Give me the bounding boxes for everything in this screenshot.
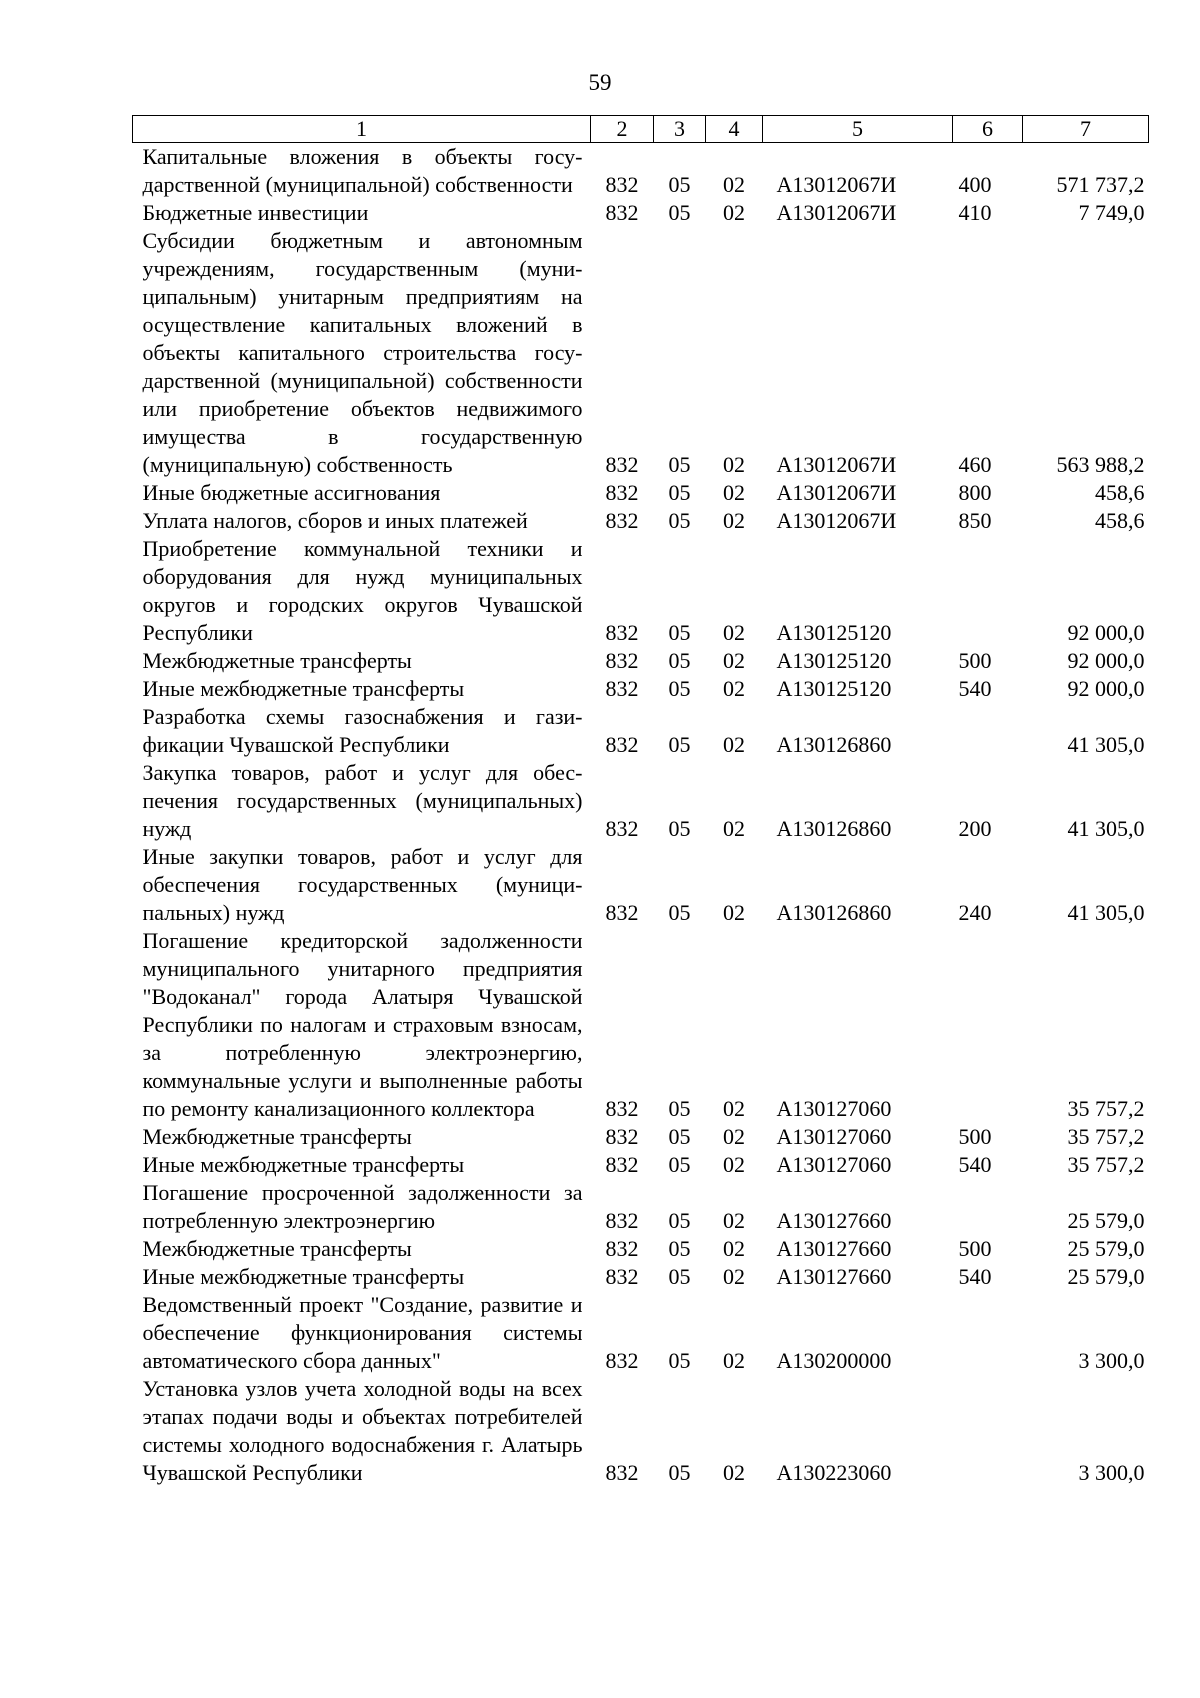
row-section: 05 [668, 480, 691, 505]
row-name: Иные межбюджетные трансферты [142, 676, 465, 701]
row-subsection: 02 [723, 1460, 745, 1485]
row-amount: 458,6 [1095, 480, 1145, 505]
row-section: 05 [668, 620, 691, 645]
table-row [133, 1151, 1149, 1179]
row-subsection: 02 [723, 732, 745, 757]
row-expense-type [953, 1179, 1023, 1235]
table-row [133, 479, 1149, 507]
row-expense-type: 460 [958, 452, 992, 477]
row-ministry-code: 832 [605, 1208, 639, 1233]
row-amount: 563 988,2 [1056, 452, 1145, 477]
table-row [133, 507, 1149, 535]
row-ministry-code: 832 [605, 1124, 639, 1149]
row-target-article: А13012067И [776, 508, 897, 533]
row-name: Капитальные вложения в объекты государственной (муниципальной) собственности [142, 144, 583, 197]
row-amount: 92 000,0 [1067, 676, 1145, 701]
row-ministry-code: 832 [605, 452, 639, 477]
row-section: 05 [668, 732, 691, 757]
row-ministry-code: 832 [605, 1236, 639, 1261]
row-ministry-code: 832 [605, 172, 639, 197]
row-name: Иные межбюджетные трансферты [142, 1152, 465, 1177]
row-ministry-code: 832 [605, 676, 639, 701]
row-amount: 35 757,2 [1067, 1152, 1145, 1177]
budget-table [132, 115, 1149, 1487]
table-row [133, 1123, 1149, 1151]
row-amount: 41 305,0 [1067, 900, 1145, 925]
table-body [133, 143, 1149, 1488]
row-target-article: А130127060 [776, 1124, 892, 1149]
row-subsection: 02 [723, 620, 745, 645]
row-ministry-code: 832 [605, 480, 639, 505]
row-expense-type [953, 535, 1023, 647]
row-target-article: А13012067И [776, 480, 897, 505]
table-header-row [133, 116, 1149, 143]
row-section: 05 [668, 676, 691, 701]
row-name: Иные бюджетные ассигнования [142, 480, 441, 505]
row-section: 05 [668, 1264, 691, 1289]
table-row [133, 199, 1149, 227]
row-target-article: А130126860 [776, 816, 892, 841]
row-expense-type: 500 [958, 1236, 992, 1261]
row-name: Межбюджетные трансферты [142, 1236, 412, 1261]
row-target-article: А130125120 [776, 648, 892, 673]
row-target-article: А130127660 [776, 1236, 892, 1261]
row-target-article: А130125120 [776, 676, 892, 701]
row-expense-type: 410 [958, 200, 992, 225]
row-amount: 7 749,0 [1078, 200, 1145, 225]
row-section: 05 [668, 1236, 691, 1261]
row-expense-type: 850 [958, 508, 992, 533]
row-section: 05 [668, 1460, 691, 1485]
row-subsection: 02 [723, 900, 745, 925]
row-amount: 41 305,0 [1067, 732, 1145, 757]
row-target-article: А130127660 [776, 1264, 892, 1289]
table-row [133, 759, 1149, 843]
row-amount: 458,6 [1095, 508, 1145, 533]
row-ministry-code: 832 [605, 900, 639, 925]
row-expense-type: 400 [958, 172, 992, 197]
row-expense-type [953, 1375, 1023, 1487]
row-subsection: 02 [723, 1236, 745, 1261]
row-target-article: А13012067И [776, 200, 897, 225]
row-ministry-code: 832 [605, 732, 639, 757]
row-ministry-code: 832 [605, 1096, 639, 1121]
header-col-2: 2 [591, 116, 654, 143]
row-subsection: 02 [723, 1124, 745, 1149]
row-target-article: А130127060 [776, 1152, 892, 1177]
row-amount: 41 305,0 [1067, 816, 1145, 841]
row-subsection: 02 [723, 816, 745, 841]
row-expense-type: 240 [958, 900, 992, 925]
row-expense-type: 500 [958, 648, 992, 673]
header-col-5: 5 [763, 116, 953, 143]
table-row [133, 927, 1149, 1123]
row-section: 05 [668, 1348, 691, 1373]
table-row [133, 703, 1149, 759]
row-subsection: 02 [723, 1152, 745, 1177]
row-subsection: 02 [723, 508, 745, 533]
row-ministry-code: 832 [605, 620, 639, 645]
row-subsection: 02 [723, 452, 745, 477]
row-ministry-code: 832 [605, 1348, 639, 1373]
row-name: Установка узлов учета холодной воды на всех этапах подачи воды и объектах потребителей системы холодного водоснабжения г. Алатырь Чувашской Республики [142, 1376, 583, 1485]
table-row [133, 1263, 1149, 1291]
row-subsection: 02 [723, 1348, 745, 1373]
table-row [133, 143, 1149, 200]
table-row [133, 535, 1149, 647]
header-col-6: 6 [953, 116, 1023, 143]
row-expense-type [953, 927, 1023, 1123]
row-section: 05 [668, 900, 691, 925]
row-name: Иные закупки товаров, работ и услуг для обеспечения государственных (муниципальных) нужд [142, 844, 583, 925]
row-amount: 3 300,0 [1078, 1460, 1145, 1485]
header-col-4: 4 [706, 116, 763, 143]
row-target-article: А130127660 [776, 1208, 892, 1233]
row-target-article: А13012067И [776, 172, 897, 197]
row-name: Межбюджетные трансферты [142, 1124, 412, 1149]
row-section: 05 [668, 1124, 691, 1149]
row-expense-type [953, 1291, 1023, 1375]
row-name: Иные межбюджетные трансферты [142, 1264, 465, 1289]
row-name: Погашение кредиторской задолженности муниципального унитарного предприятия "Водоканал" города Алатыря Чувашской Республики по налогам и страховым взносам, за потребленную электроэнергию, коммунальные услуги и выполненные работы по ремонту канализационного коллектора [142, 928, 583, 1121]
row-expense-type: 540 [958, 676, 992, 701]
row-section: 05 [668, 1208, 691, 1233]
row-section: 05 [668, 1096, 691, 1121]
page-number: 59 [588, 70, 612, 95]
row-name: Бюджетные инвестиции [142, 200, 369, 225]
row-expense-type: 800 [958, 480, 992, 505]
row-name: Разработка схемы газоснабжения и газификации Чувашской Республики [142, 704, 583, 757]
row-ministry-code: 832 [605, 1460, 639, 1485]
header-col-3: 3 [654, 116, 706, 143]
row-name: Межбюджетные трансферты [142, 648, 412, 673]
row-target-article: А130127060 [776, 1096, 892, 1121]
table-row [133, 647, 1149, 675]
row-target-article: А130200000 [776, 1348, 892, 1373]
row-amount: 571 737,2 [1056, 172, 1145, 197]
header-col-1: 1 [133, 116, 591, 143]
row-expense-type: 540 [958, 1152, 992, 1177]
table-row [133, 1235, 1149, 1263]
row-amount: 35 757,2 [1067, 1096, 1145, 1121]
row-section: 05 [668, 200, 691, 225]
row-target-article: А130125120 [776, 620, 892, 645]
row-section: 05 [668, 508, 691, 533]
row-ministry-code: 832 [605, 1264, 639, 1289]
row-amount: 25 579,0 [1067, 1236, 1145, 1261]
row-ministry-code: 832 [605, 508, 639, 533]
row-name: Ведомственный проект "Создание, развитие и обеспечение функционирования системы автоматического сбора данных" [142, 1292, 583, 1373]
row-subsection: 02 [723, 480, 745, 505]
row-section: 05 [668, 172, 691, 197]
row-subsection: 02 [723, 1208, 745, 1233]
row-expense-type [953, 703, 1023, 759]
row-amount: 92 000,0 [1067, 620, 1145, 645]
row-expense-type: 540 [958, 1264, 992, 1289]
row-name: Субсидии бюджетным и автономным учреждениям, государственным (муниципальным) унитарным предприятиям на осуществление капитальных вложений в объекты капитального строительства государственной (муниципальной) собственности или приобретение объектов недвижимого имущества в государственную (муниципальную) собственность [142, 228, 583, 477]
row-ministry-code: 832 [605, 816, 639, 841]
row-target-article: А130126860 [776, 732, 892, 757]
row-ministry-code: 832 [605, 200, 639, 225]
header-col-7: 7 [1023, 116, 1149, 143]
row-target-article: А13012067И [776, 452, 897, 477]
row-subsection: 02 [723, 648, 745, 673]
row-name: Приобретение коммунальной техники и оборудования для нужд муниципальных округов и городских округов Чувашской Республики [142, 536, 583, 645]
table-row [133, 675, 1149, 703]
row-amount: 3 300,0 [1078, 1348, 1145, 1373]
row-section: 05 [668, 648, 691, 673]
row-ministry-code: 832 [605, 648, 639, 673]
row-subsection: 02 [723, 172, 745, 197]
row-section: 05 [668, 816, 691, 841]
row-subsection: 02 [723, 1264, 745, 1289]
row-amount: 35 757,2 [1067, 1124, 1145, 1149]
row-target-article: А130126860 [776, 900, 892, 925]
table-row [133, 843, 1149, 927]
row-name: Погашение просроченной задолженности за потребленную электроэнергию [142, 1180, 583, 1233]
row-subsection: 02 [723, 1096, 745, 1121]
table-row [133, 1179, 1149, 1235]
row-target-article: А130223060 [776, 1460, 892, 1485]
row-amount: 25 579,0 [1067, 1208, 1145, 1233]
row-name: Закупка товаров, работ и услуг для обеспечения государственных (муниципальных) нужд [142, 760, 583, 841]
row-amount: 92 000,0 [1067, 648, 1145, 673]
row-subsection: 02 [723, 676, 745, 701]
row-name: Уплата налогов, сборов и иных платежей [142, 508, 528, 533]
table-row [133, 1375, 1149, 1487]
row-amount: 25 579,0 [1067, 1264, 1145, 1289]
row-expense-type: 200 [958, 816, 992, 841]
row-expense-type: 500 [958, 1124, 992, 1149]
table-row [133, 227, 1149, 479]
row-section: 05 [668, 452, 691, 477]
row-section: 05 [668, 1152, 691, 1177]
table-row [133, 1291, 1149, 1375]
row-ministry-code: 832 [605, 1152, 639, 1177]
row-subsection: 02 [723, 200, 745, 225]
